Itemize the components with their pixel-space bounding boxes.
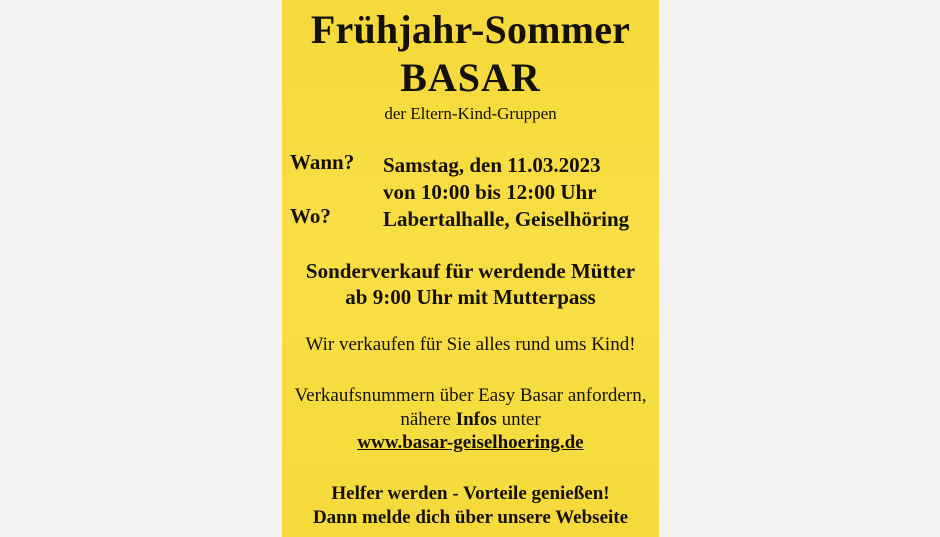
special-sale-line2: ab 9:00 Uhr mit Mutterpass (345, 285, 596, 309)
basar-poster (282, 0, 659, 537)
special-sale-line1: Sonderverkauf für werdende Mütter (305, 259, 636, 283)
when-time: von 10:00 bis 12:00 Uhr (383, 180, 597, 204)
where-label: Wo? (290, 204, 331, 228)
helper-line2: Dann melde dich über unsere Webseite (312, 507, 629, 528)
sale-numbers-pre: nähere (400, 409, 456, 430)
poster-subtitle: der Eltern-Kind-Gruppen (384, 104, 557, 123)
poster-title-line1: Frühjahr-Sommer (310, 7, 631, 52)
sale-numbers-line1: Verkaufsnummern über Easy Basar anfordern, (294, 385, 647, 406)
sell-everything-line: Wir verkaufen für Sie alles rund ums Kind! (305, 334, 636, 355)
website-link[interactable]: www.basar-geiselhoering.de (357, 432, 584, 453)
sale-numbers-line2 (282, 409, 659, 431)
helper-line1: Helfer werden - Vorteile genießen! (331, 483, 610, 504)
where-location: Labertalhalle, Geiselhöring (383, 207, 630, 231)
sale-numbers-post: unter (496, 409, 541, 430)
poster-title-line2: BASAR (400, 55, 541, 100)
infos-bold: Infos (455, 409, 497, 430)
when-date: Samstag, den 11.03.2023 (383, 153, 601, 177)
when-label: Wann? (290, 150, 355, 174)
